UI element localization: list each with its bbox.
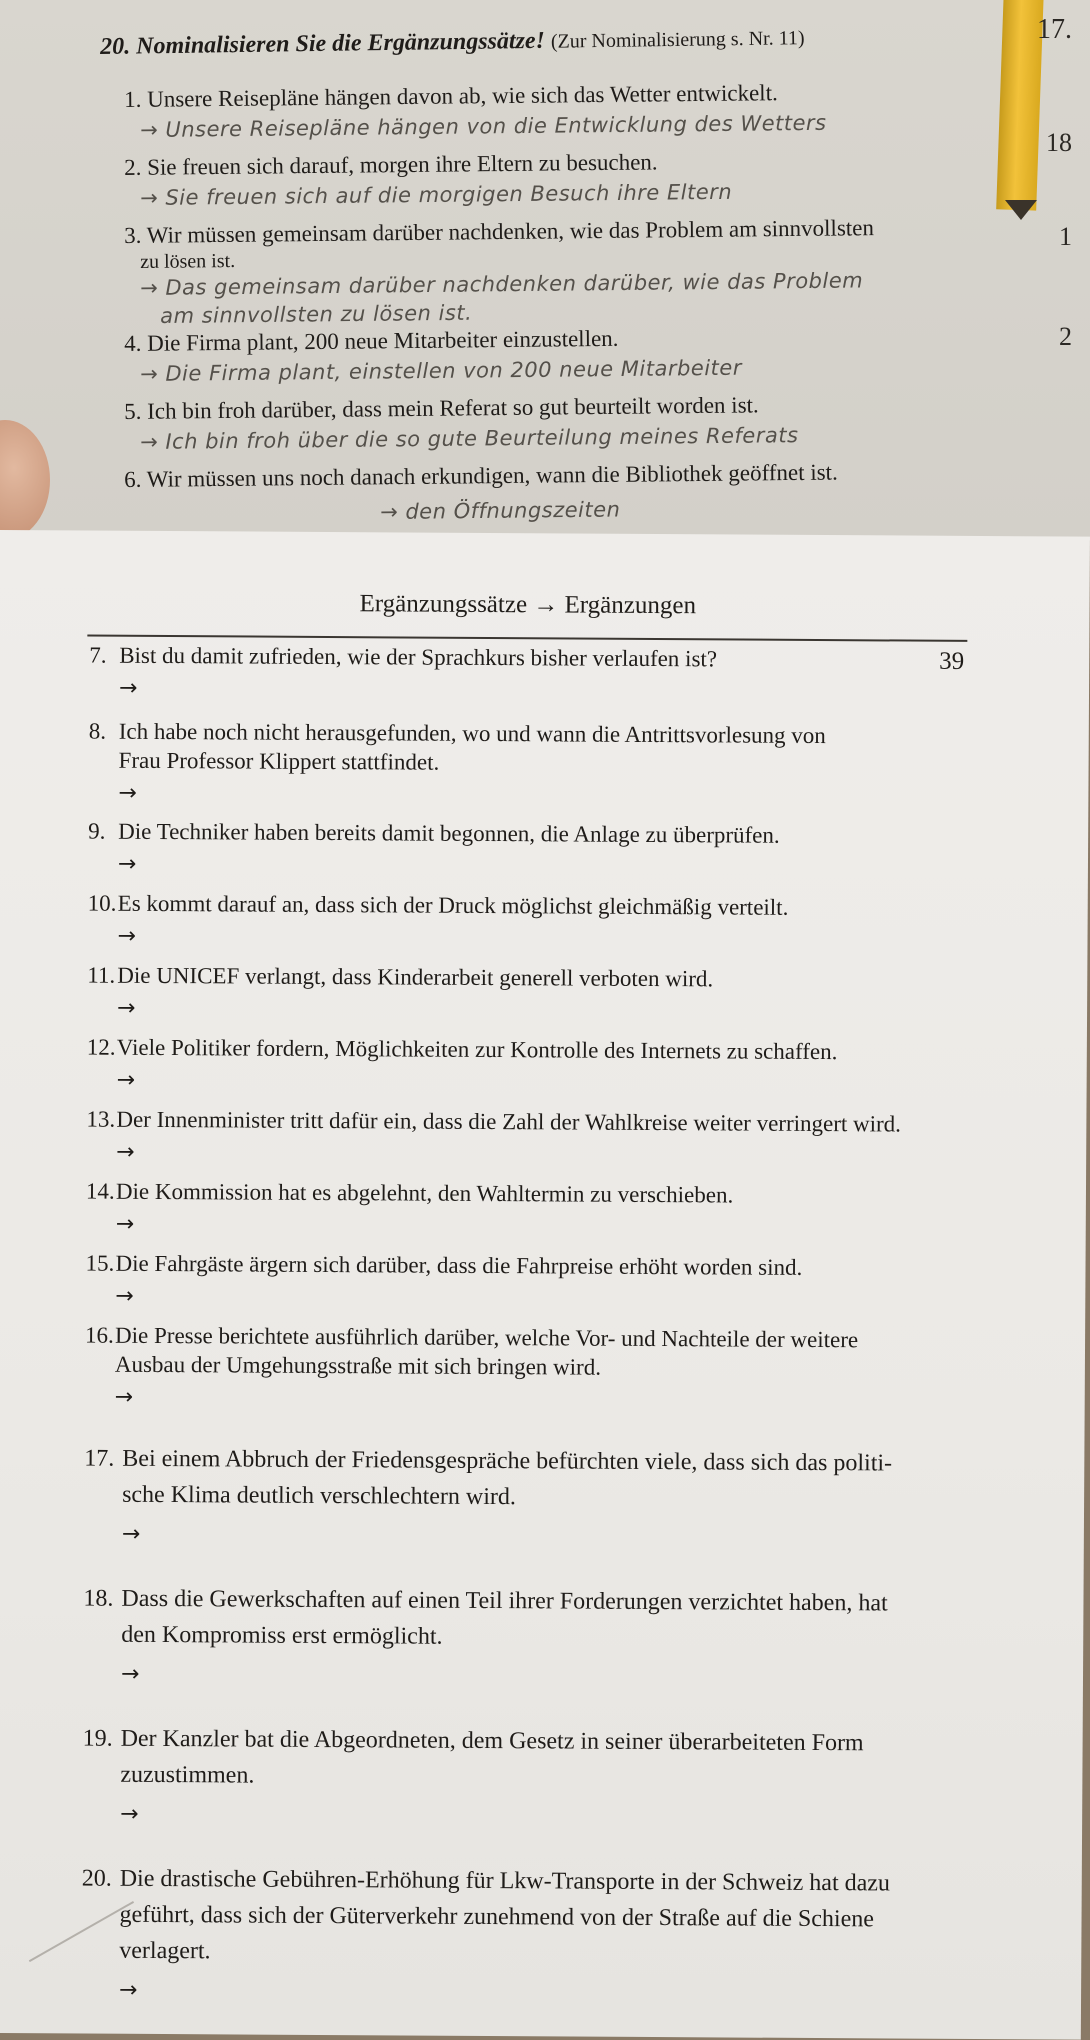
exercise-item-20 bbox=[81, 1861, 1012, 2015]
page-header: Ergänzungssätze → Ergänzungen bbox=[359, 590, 697, 620]
item-text: Es kommt darauf an, dass sich der Druck möglichst gleichmäßig verteilt. bbox=[117, 890, 789, 920]
answer-arrow: → bbox=[121, 1521, 141, 1547]
answer-arrow: → bbox=[120, 1661, 140, 1687]
answer-arrow: → bbox=[115, 1283, 134, 1309]
item-text: Die Presse berichtete ausführlich darüber, welche Vor- und Nachteile der weitere bbox=[115, 1322, 859, 1353]
item-text: Viele Politiker fordern, Möglichkeiten zur Kontrolle des Internets zu schaffen. bbox=[116, 1034, 838, 1065]
item-text-continued: Frau Professor Klippert stattfindet. bbox=[118, 747, 440, 775]
top-page bbox=[0, 0, 1090, 540]
exercise-item-9 bbox=[88, 817, 1018, 885]
exercise-item-continued: zu lösen ist. bbox=[140, 250, 236, 273]
item-number: 17. bbox=[84, 1445, 115, 1472]
exercise-item: 3. Wir müssen gemeinsam darüber nachdenken, wie das Problem am sinnvollsten bbox=[124, 215, 875, 248]
item-number: 11. bbox=[87, 962, 116, 988]
handwritten-answer: → Das gemeinsam darüber nachdenken darüber, wie das Problem bbox=[140, 268, 864, 300]
exercise-item-12 bbox=[87, 1033, 1017, 1101]
margin-number: 18 bbox=[1046, 128, 1072, 157]
page-number: 39 bbox=[939, 647, 965, 675]
margin-number: 1 bbox=[1059, 222, 1072, 251]
margin-number: 2 bbox=[1059, 322, 1072, 351]
item-text: Die Techniker haben bereits damit begonnen, die Anlage zu überprüfen. bbox=[118, 818, 780, 848]
item-text-continued: sche Klima deutlich verschlechtern wird. bbox=[122, 1481, 517, 1511]
exercise-item-10 bbox=[87, 889, 1017, 957]
exercise-item-15 bbox=[85, 1249, 1015, 1317]
exercise-item-11 bbox=[87, 961, 1017, 1029]
handwritten-answer: → Sie freuen sich auf die morgigen Besuch ihre Eltern bbox=[140, 179, 733, 210]
exercise-item-16 bbox=[85, 1321, 1016, 1418]
answer-arrow: → bbox=[120, 1801, 139, 1827]
item-text: Der Kanzler bat die Abgeordneten, dem Gesetz in seiner überarbeiteten Form bbox=[120, 1725, 864, 1757]
item-number: 18. bbox=[83, 1585, 114, 1612]
answer-arrow: → bbox=[119, 1977, 138, 2003]
item-text: Die UNICEF verlangt, dass Kinderarbeit generell verboten wird. bbox=[117, 962, 714, 992]
exercise-number: 20. bbox=[100, 33, 131, 60]
item-number: 14. bbox=[85, 1178, 115, 1204]
answer-arrow: → bbox=[116, 1139, 135, 1165]
answer-arrow: → bbox=[117, 851, 137, 877]
exercise-item: 2. Sie freuen sich darauf, morgen ihre Eltern zu besuchen. bbox=[124, 149, 658, 180]
exercise-item-14 bbox=[86, 1177, 1016, 1245]
handwritten-answer-continued: am sinnvollsten zu lösen ist. bbox=[160, 300, 473, 328]
item-text: Die Fahrgäste ärgern sich darüber, dass die Fahrpreise erhöht worden sind. bbox=[115, 1250, 803, 1280]
handwritten-answer: → Die Firma plant, einstellen von 200 neue Mitarbeiter bbox=[140, 355, 743, 386]
exercise-item-17 bbox=[84, 1441, 1015, 1559]
answer-arrow: → bbox=[116, 1067, 136, 1093]
exercise-item-13 bbox=[86, 1105, 1016, 1173]
item-text: Die drastische Gebühren-Erhöhung für Lkw-Transporte in der Schweiz hat dazu bbox=[119, 1865, 891, 1897]
item-text: Der Innenminister tritt dafür ein, dass die Zahl der Wahlkreise weiter verringert wird. bbox=[116, 1106, 902, 1137]
answer-arrow: → bbox=[118, 675, 138, 701]
handwritten-answer: → Unsere Reisepläne hängen von die Entwicklung des Wetters bbox=[140, 110, 827, 142]
exercise-item-18 bbox=[83, 1581, 1014, 1699]
item-text-continued: verlagert. bbox=[119, 1937, 211, 1965]
item-text: Die Kommission hat es abgelehnt, den Wahltermin zu verschieben. bbox=[115, 1178, 734, 1208]
answer-arrow: → bbox=[117, 995, 136, 1021]
pencil-tip bbox=[1005, 200, 1037, 220]
answer-arrow: → bbox=[117, 923, 137, 949]
bottom-page bbox=[0, 530, 1090, 2040]
item-text-continued: Ausbau der Umgehungsstraße mit sich bringen wird. bbox=[114, 1351, 602, 1380]
exercise-item: 4. Die Firma plant, 200 neue Mitarbeiter einzustellen. bbox=[124, 325, 619, 356]
exercise-item: 1. Unsere Reisepläne hängen davon ab, wie sich das Wetter entwickelt. bbox=[124, 80, 778, 112]
exercise-item-7 bbox=[89, 641, 1019, 709]
answer-arrow: → bbox=[114, 1384, 134, 1410]
handwritten-answer: → den Öffnungszeiten bbox=[380, 497, 621, 524]
exercise-heading bbox=[100, 24, 805, 61]
exercise-item: 6. Wir müssen uns noch danach erkundigen, wann die Bibliothek geöffnet ist. bbox=[124, 459, 838, 492]
exercise-item-19 bbox=[82, 1721, 1013, 1839]
item-number: 7. bbox=[89, 642, 107, 668]
corner-number: 17. bbox=[1037, 14, 1072, 45]
finger-image bbox=[0, 420, 50, 540]
item-number: 19. bbox=[82, 1725, 113, 1752]
item-number: 20. bbox=[81, 1865, 112, 1892]
item-number: 16. bbox=[85, 1322, 114, 1348]
item-number: 12. bbox=[86, 1034, 116, 1060]
answer-arrow: → bbox=[115, 1211, 135, 1237]
item-text-continued: geführt, dass sich der Güterverkehr zunehmend von der Straße auf die Schiene bbox=[119, 1901, 875, 1933]
item-number: 15. bbox=[85, 1250, 115, 1276]
item-text-continued: den Kompromiss erst ermöglicht. bbox=[121, 1621, 443, 1650]
item-number: 13. bbox=[86, 1106, 116, 1132]
item-number: 8. bbox=[88, 718, 107, 744]
item-text: Dass die Gewerkschaften auf einen Teil ihrer Forderungen verzichtet haben, hat bbox=[121, 1585, 888, 1617]
exercise-title: Nominalisieren Sie die Ergänzungssätze! bbox=[135, 27, 546, 60]
item-text: Ich habe noch nicht herausgefunden, wo und wann die Antrittsvorlesung von bbox=[118, 718, 826, 749]
item-number: 10. bbox=[87, 890, 117, 916]
exercise-item-8 bbox=[88, 717, 1019, 814]
handwritten-answer: → Ich bin froh über die so gute Beurteilung meines Referats bbox=[140, 423, 799, 454]
item-text-continued: zuzustimmen. bbox=[120, 1761, 255, 1789]
exercise-note: (Zur Nominalisierung s. Nr. 11) bbox=[550, 27, 805, 53]
item-number: 9. bbox=[88, 818, 106, 844]
item-text: Bist du damit zufrieden, wie der Sprachkurs bisher verlaufen ist? bbox=[119, 642, 718, 672]
exercise-item: 5. Ich bin froh darüber, dass mein Referat so gut beurteilt worden ist. bbox=[124, 392, 759, 424]
answer-arrow: → bbox=[118, 780, 137, 806]
item-text: Bei einem Abbruch der Friedensgespräche befürchten viele, dass sich das politi- bbox=[122, 1445, 893, 1477]
